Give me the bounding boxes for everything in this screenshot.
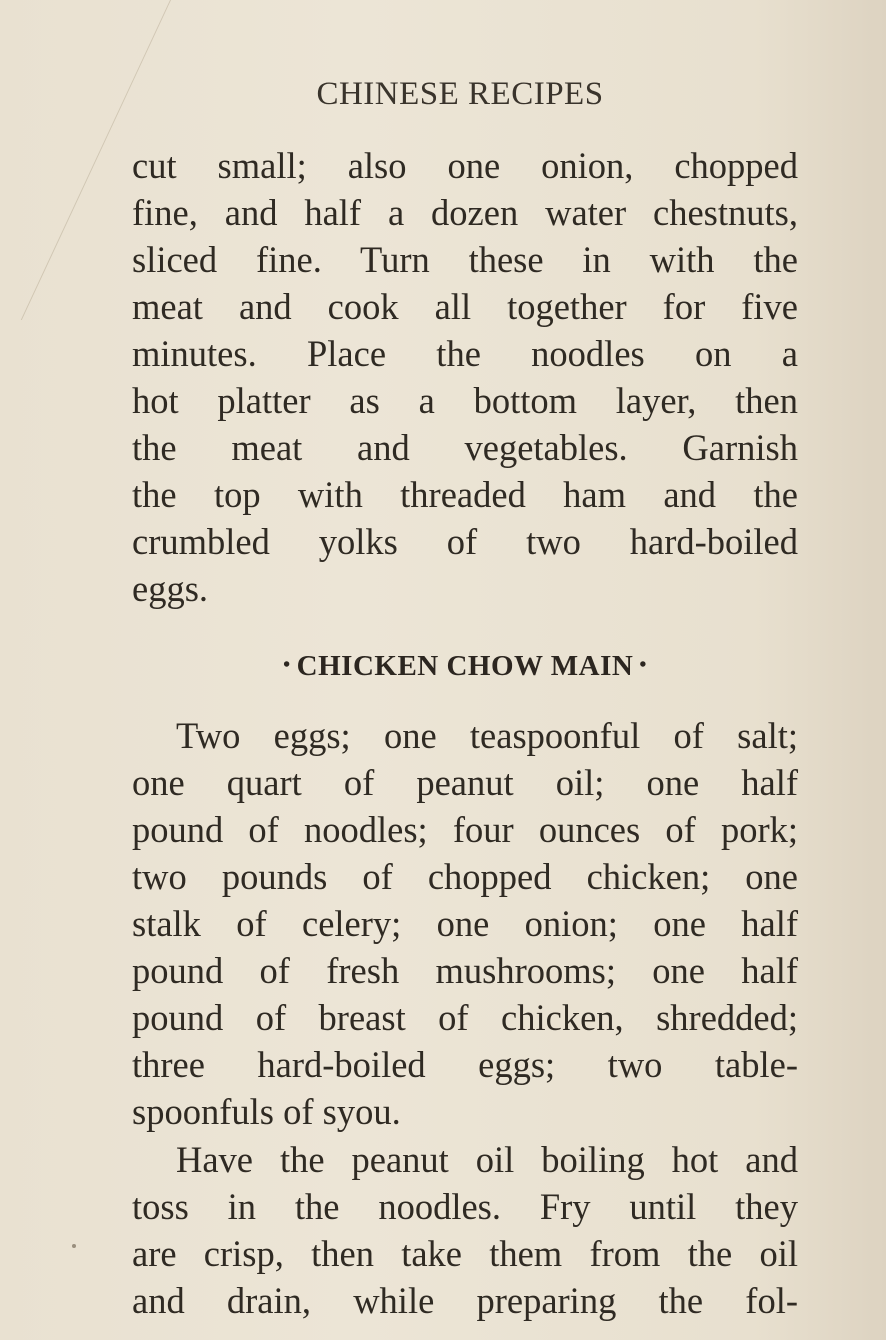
ornament-left: • — [283, 653, 291, 676]
ornament-right: • — [639, 653, 647, 676]
text-line: Have the peanut oil boiling hot and — [176, 1139, 798, 1180]
text-line: one quart of peanut oil; one half — [132, 762, 798, 803]
text-line: eggs. — [132, 568, 209, 609]
text-line: stalk of celery; one onion; one half — [132, 903, 798, 944]
paragraph-1 — [132, 142, 798, 612]
text-line: hot platter as a bottom layer, then — [132, 380, 798, 421]
text-line: meat and cook all together for five — [132, 286, 798, 327]
text-line: are crisp, then take them from the oil — [132, 1233, 798, 1274]
text-line: cut small; also one onion, chopped — [132, 145, 798, 186]
text-line: fine, and half a dozen water chestnuts, — [132, 192, 798, 233]
recipe-title: CHICKEN CHOW MAIN — [296, 650, 634, 682]
text-line: the meat and vegetables. Garnish — [132, 427, 798, 468]
paragraph-2 — [132, 712, 798, 1135]
text-line: sliced fine. Turn these in with the — [132, 239, 798, 280]
text-line: and drain, while preparing the fol- — [132, 1280, 798, 1321]
text-line: spoonfuls of syou. — [132, 1091, 401, 1132]
recipe-heading — [132, 650, 798, 683]
text-line: pound of breast of chicken, shredded; — [132, 997, 798, 1038]
text-line: pound of fresh mushrooms; one half — [132, 950, 798, 991]
text-line: three hard-boiled eggs; two table- — [132, 1044, 798, 1085]
text-line: the top with threaded ham and the — [132, 474, 798, 515]
paper-speck — [72, 1244, 76, 1248]
text-line: two pounds of chopped chicken; one — [132, 856, 798, 897]
text-line: pound of noodles; four ounces of pork; — [132, 809, 798, 850]
text-line: crumbled yolks of two hard-boiled — [132, 521, 798, 562]
paragraph-3 — [132, 1136, 798, 1324]
text-line: Two eggs; one teaspoonful of salt; — [176, 715, 798, 756]
text-line: toss in the noodles. Fry until they — [132, 1186, 798, 1227]
running-head: CHINESE RECIPES — [316, 76, 604, 112]
text-line: minutes. Place the noodles on a — [132, 333, 798, 374]
